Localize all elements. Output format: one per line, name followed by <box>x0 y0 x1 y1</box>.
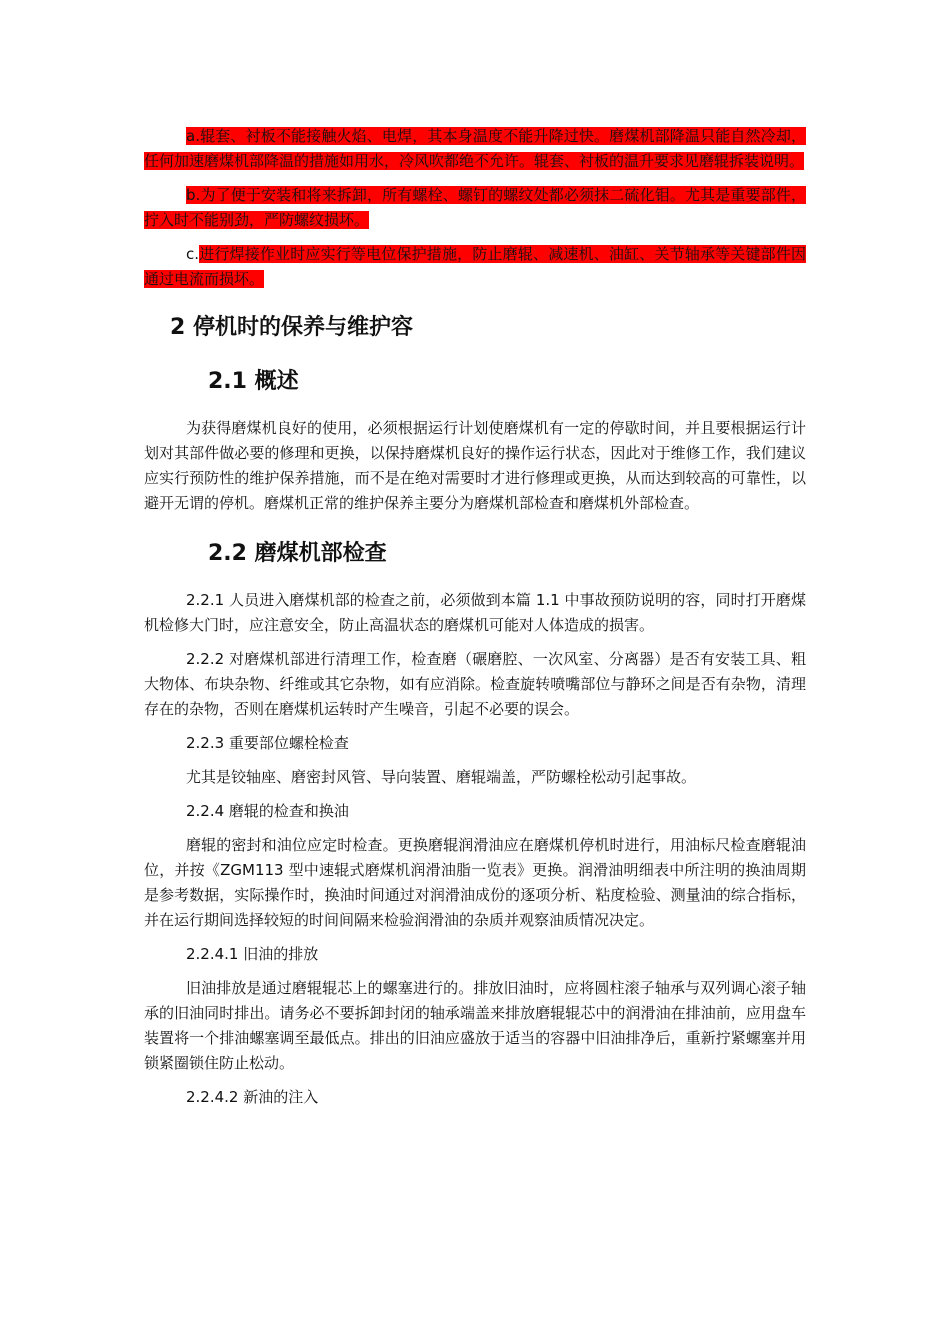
paragraph-2-2-3: 尤其是铰轴座、磨密封风管、导向装置、磨辊端盖，严防螺栓松动引起事故。 <box>186 768 697 786</box>
note-b-prefix: b. <box>186 186 201 204</box>
section-2-heading: 2 停机时的保养与维护容 <box>170 315 413 340</box>
paragraph-2-2-1: 2.2.1 人员进入磨煤机部的检查之前，必须做到本篇 1.1 中事故预防说明的容，同时打开磨煤机检修大门时，应注意安全，防止高温状态的磨煤机可能对人体造成的损害。 <box>144 591 806 634</box>
heading-2-2-4-1: 2.2.4.1 旧油的排放 <box>186 945 319 963</box>
paragraph-2-2-4-1: 旧油排放是通过磨辊辊芯上的螺塞进行的。排放旧油时，应将圆柱滚子轴承与双列调心滚子轴承的旧油同时排出。请务必不要拆卸封闭的轴承端盖来排放磨辊辊芯中的润滑油在排油前，应用盘车装置将一个排油螺塞调至最低点。排出的旧油应盛放于适当的容器中旧油排净后，重新拧紧螺塞并用锁紧圈锁住防止松动。 <box>144 979 806 1072</box>
heading-2-2-4-2: 2.2.4.2 新油的注入 <box>186 1088 319 1106</box>
section-2-2-heading: 2.2 磨煤机部检查 <box>208 541 387 566</box>
note-a <box>144 124 806 174</box>
overview-paragraph: 为获得磨煤机良好的使用，必须根据运行计划使磨煤机有一定的停歇时间，并且要根据运行计划对其部件做必要的修理和更换，以保持磨煤机良好的操作运行状态，因此对于维修工作，我们建议应实行预防性的维护保养措施，而不是在绝对需要时才进行修理或更换，从而达到较高的可靠性，以避开无谓的停机。磨煤机正常的维护保养主要分为磨煤机部检查和磨煤机外部检查。 <box>144 419 806 512</box>
note-a-text: 辊套、衬板不能接触火焰、电焊，其本身温度不能升降过快。磨煤机部降温只能自然冷却，任何加速磨煤机部降温的措施如用水，冷风吹都绝不允许。辊套、衬板的温升要求见磨辊拆装说明。 <box>144 127 806 170</box>
heading-2-2-4: 2.2.4 磨辊的检查和换油 <box>186 802 349 820</box>
paragraph-2-2-2: 2.2.2 对磨煤机部进行清理工作，检查磨（碾磨腔、一次风室、分离器）是否有安装工具、粗大物体、布块杂物、纤维或其它杂物，如有应消除。检查旋转喷嘴部位与静环之间是否有杂物，清理存在的杂物，否则在磨煤机运转时产生噪音，引起不必要的误会。 <box>144 650 806 718</box>
paragraph-2-2-4: 磨辊的密封和油位应定时检查。更换磨辊润滑油应在磨煤机停机时进行，用油标尺检查磨辊油位，并按《ZGM113 型中速辊式磨煤机润滑油脂一览表》更换。润滑油明细表中所注明的换油周期是参考数据，实际操作时，换油时间通过对润滑油成份的逐项分析、粘度检验、测量油的综合指标，并在运行期间选择较短的时间间隔来检验润滑油的杂质并观察油质情况决定。 <box>144 836 806 929</box>
page-content <box>144 124 806 1119</box>
note-a-prefix: a. <box>186 127 200 145</box>
note-b-text: 为了便于安装和将来拆卸，所有螺栓、螺钉的螺纹处都必须抹二硫化钼。尤其是重要部件，拧入时不能别劲，严防螺纹损坏。 <box>144 186 806 229</box>
note-c <box>144 242 806 292</box>
note-c-prefix: c. <box>186 245 200 263</box>
heading-2-2-3: 2.2.3 重要部位螺栓检查 <box>186 734 349 752</box>
section-2-1-heading: 2.1 概述 <box>208 369 299 394</box>
note-c-text: 进行焊接作业时应实行等电位保护措施，防止磨辊、减速机、油缸、关节轴承等关键部件因通过电流而损坏。 <box>144 245 806 288</box>
note-b <box>144 183 806 233</box>
